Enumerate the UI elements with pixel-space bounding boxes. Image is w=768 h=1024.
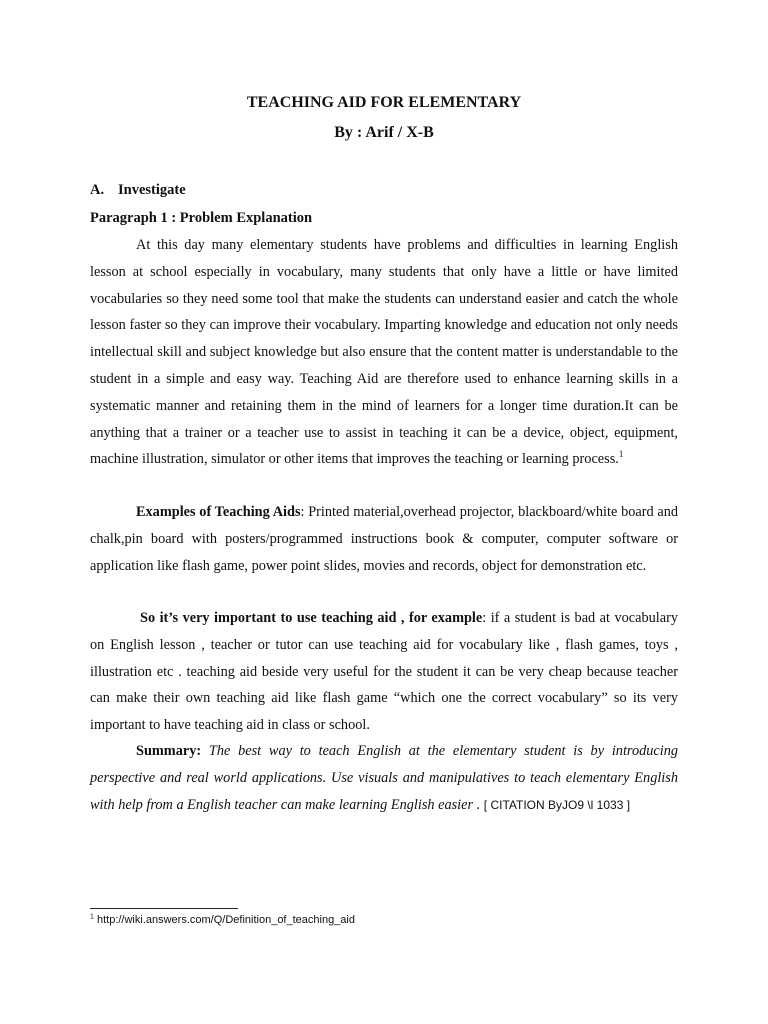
problem-paragraph-text: At this day many elementary students have problems and difficulties in learning English lesson at school especially in vocabulary, many students that only have a little or have limited vocabularies so they need some tool that make the students can understand easier and catch the whole lesson faster so they can improve their vocabulary. Imparting knowledge and education not only needs intellectual skill and subject knowledge but also ensure that the content matter is understandable to the student in a simple and easy way. Teaching Aid are therefore used to enhance learning skills in a systematic manner and retaining them in the mind of learners for a longer time duration.It can be anything that a trainer or a teacher use to assist in teaching it can be a device, object, equipment, machine illustration, simulator or other items that improves the teaching or learning process. [90,237,678,468]
section-letter: A. [90,182,105,198]
importance-lead: So it’s very important to use teaching aid , for example [140,610,483,626]
summary-lead: Summary: [136,743,202,759]
footnote-ref[interactable]: 1 [618,449,624,460]
document-title: TEACHING AID FOR ELEMENTARY [246,94,522,111]
footnote [90,914,355,926]
summary-paragraph [90,738,678,818]
problem-paragraph [90,232,678,473]
examples-lead: Examples of Teaching Aids [136,504,301,520]
footnote-separator [90,908,238,909]
summary-text: The best way to teach English at the elementary student is by introducing perspective and real world applications. Use visuals and manipulatives to teach elementary English with help from a English teacher can make learning English easier . [90,743,679,813]
footnote-link[interactable]: http://wiki.answers.com/Q/Definition_of_teaching_aid [96,914,355,926]
examples-paragraph [90,499,678,579]
importance-paragraph [90,605,678,739]
paragraph-heading: Paragraph 1 : Problem Explanation [90,210,313,226]
examples-text: : Printed material,overhead projector, blackboard/white board and chalk,pin board with posters/programmed instructions book & computer, computer software or application like flash game, power point slides, movies and records, object for demonstration etc. [90,504,678,574]
importance-text: : if a student is bad at vocabulary on English lesson , teacher or tutor can use teaching aid for vocabulary like , flash games, toys , illustration etc . teaching aid beside very useful for the student it can be very cheap because teacher can make their own teaching aid like flash game “which one the correct vocabulary” so its very important to have teaching aid in class or school. [90,610,678,734]
footnote-number: 1 [90,913,94,921]
document-byline: By : Arif / X-B [334,124,434,141]
citation-field: [ CITATION ByJO9 \l 1033 ] [483,797,631,812]
section-label: Investigate [118,182,186,198]
section-heading [90,182,186,199]
